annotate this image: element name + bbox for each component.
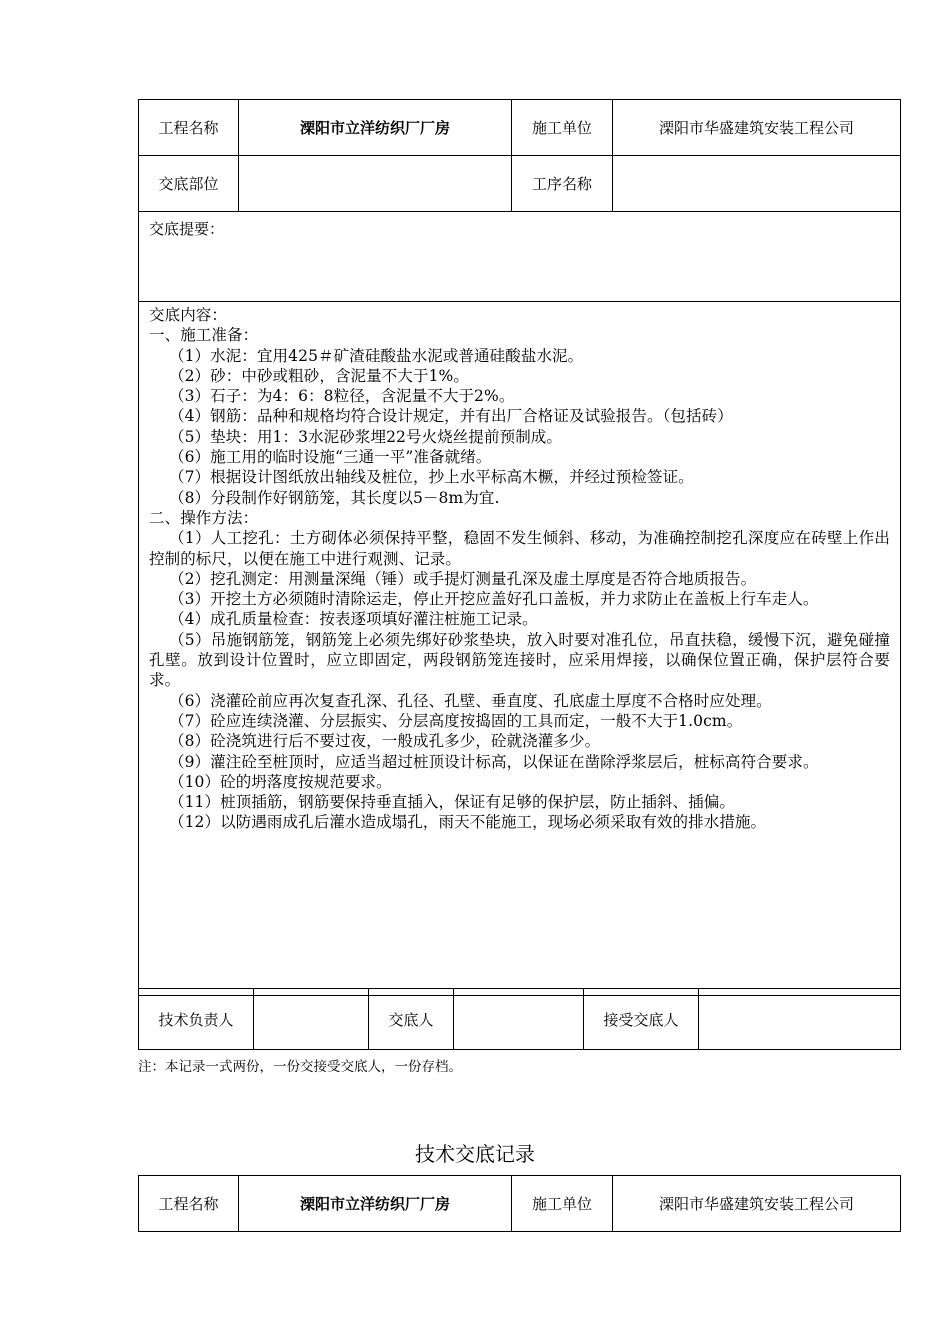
content-line: （7）根据设计图纸放出轴线及桩位，抄上水平标高木橛，并经过预检签证。 [169, 468, 694, 487]
content-line: （4）钢筋：品种和规格均符合设计规定，并有出厂合格证及试验报告。（包括砖） [169, 407, 733, 426]
discloser-label: 交底人 [369, 989, 454, 1050]
content-line: （2）砂：中砂或粗砂，含泥量不大于1%。 [169, 366, 469, 385]
content-line: （3）开挖土方必须随时清除运走，停止开挖应盖好孔口盖板，并力求防止在盖板上行车走人。 [169, 590, 819, 609]
project-label: 工程名称 [139, 1176, 239, 1232]
receiver-signature-field[interactable] [699, 989, 901, 1050]
project-value: 溧阳市立洋纺织厂厂房 [239, 100, 512, 156]
content-line: （9）灌注砼至桩顶时，应适当超过桩顶设计标高，以保证在凿除浮浆层后，桩标高符合要求。 [169, 752, 819, 771]
content-line: （4）成孔质量检查：按表逐项填好灌注桩施工记录。 [169, 610, 538, 629]
project-label: 工程名称 [139, 100, 239, 156]
content-line: （8）分段制作好钢筋笼，其长度以5－8m为宜. [169, 488, 500, 507]
content-line: （7）砼应连续浇灌、分层振实、分层高度按捣固的工具而定，一般不大于1.0cm。 [169, 711, 743, 730]
part-label: 交底部位 [139, 156, 239, 212]
summary-label: 交底提要： [149, 220, 225, 238]
footnote: 注：本记录一式两份，一份交接受交底人，一份存档。 [138, 1059, 462, 1075]
content-cell [139, 302, 901, 996]
summary-cell [139, 212, 901, 302]
second-form-title: 技术交底记录 [415, 1142, 535, 1166]
content-line: （2）挖孔测定：用测量深绳（锤）或手提灯测量孔深及虚土厚度是否符合地质报告。 [169, 569, 757, 588]
content-line: （6）浇灌砼前应再次复查孔深、孔径、孔壁、垂直度、孔底虚土厚度不合格时应处理。 [169, 691, 772, 710]
content-line: （10）砼的坍落度按规范要求。 [169, 772, 392, 791]
project-value: 溧阳市立洋纺织厂厂房 [239, 1176, 512, 1232]
content-line: （8）砼浇筑进行后不要过夜，一般成孔多少，砼就浇灌多少。 [169, 732, 601, 751]
part-value [239, 156, 512, 212]
form-row-summary [139, 212, 901, 302]
content-line: （11）桩顶插筋，钢筋要保持垂直插入，保证有足够的保护层，防止插斜、插偏。 [169, 793, 735, 812]
second-form-table [138, 1175, 901, 1232]
form-row-project [139, 1176, 901, 1232]
contractor-label: 施工单位 [512, 100, 613, 156]
content-line: （6）施工用的临时设施“三通一平”准备就绪。 [169, 448, 492, 467]
process-label: 工序名称 [512, 156, 613, 212]
content-line: （5）垫块：用1：3水泥砂浆埋22号火烧丝提前预制成。 [169, 427, 563, 446]
content-line: 二、操作方法： [149, 508, 259, 527]
process-value [613, 156, 901, 212]
contractor-label: 施工单位 [512, 1176, 613, 1232]
content-line: （1）水泥：宜用425＃矿渣硅酸盐水泥或普通硅酸盐水泥。 [169, 346, 584, 365]
disclosure-form-table [138, 99, 901, 996]
content-line: （12）以防遇雨成孔后灌水造成塌孔，雨天不能施工，现场必须采取有效的排水措施。 [169, 813, 767, 832]
signature-table [138, 988, 901, 1050]
contractor-value: 溧阳市华盛建筑安装工程公司 [613, 100, 901, 156]
contractor-value: 溧阳市华盛建筑安装工程公司 [613, 1176, 901, 1232]
content-line: 一、施工准备： [149, 326, 259, 345]
tech-lead-label: 技术负责人 [139, 989, 254, 1050]
tech-lead-signature-field[interactable] [254, 989, 369, 1050]
signature-row [139, 989, 901, 1050]
content-label: 交底内容： [149, 306, 228, 324]
content-line: （5）吊施钢筋笼，钢筋笼上必须先绑好砂浆垫块，放入时要对准孔位，吊直扶稳，缓慢下沉，避免碰撞孔壁。放到设计位置时，应立即固定，两段钢筋笼连接时，应采用焊接，以确保位置正确，保护层符合要求。 [149, 630, 890, 690]
content-line: （3）石子：为4：6：8粒径，含泥量不大于2%。 [169, 387, 515, 406]
form-row-part [139, 156, 901, 212]
content-line: （1）人工挖孔：土方砌体必须保持平整，稳固不发生倾斜、移动，为准确控制挖孔深度应在砖壁上作出控制的标尺，以便在施工中进行观测、记录。 [149, 529, 890, 568]
discloser-signature-field[interactable] [454, 989, 584, 1050]
form-row-project [139, 100, 901, 156]
form-row-content [139, 302, 901, 996]
receiver-label: 接受交底人 [584, 989, 699, 1050]
